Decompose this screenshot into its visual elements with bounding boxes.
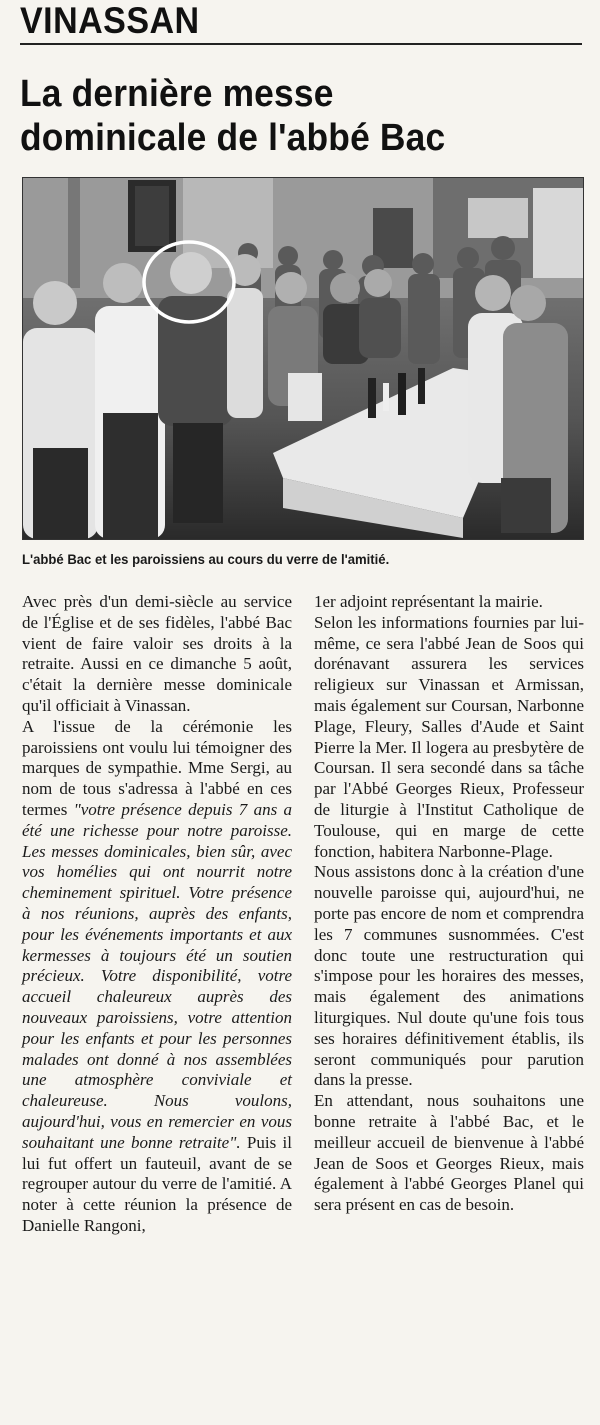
article-headline [20, 72, 590, 160]
photo-caption: L'abbé Bac et les paroissiens au cours du verre de l'amitié. [22, 552, 390, 567]
headline-line-2: dominicale de l'abbé Bac [20, 117, 446, 159]
paragraph [22, 717, 292, 1237]
paragraph: Nous assistons donc à la création d'une nouvelle paroisse qui, aujourd'hui, ne porte pas encore de nom et comprendra les 7 communes susnommées. C'est donc toute une restructuration qui s'impose pour les horaires des messes, mais également des animations liturgiques. Nul doute qu'une fois tous ses horaires définitivement établis, ils seront communiqués pour parution dans la presse. [314, 862, 584, 1090]
paragraph-intro: A l'issue de la cérémonie les paroissiens ont voulu lui témoigner des marques de sympathie. Mme Sergi, au nom de tous s'adressa à l'abbé en ces termes [22, 716, 292, 819]
article-column-left [22, 592, 292, 1237]
section-divider [20, 43, 582, 45]
paragraph: 1er adjoint représentant la mairie. [314, 592, 543, 611]
article-photo [22, 177, 584, 540]
paragraph: Selon les informations fournies par lui-même, ce sera l'abbé Jean de Soos qui dorénavant assurera les services religieux sur Vinassan et Armissan, mais également sur Coursan, Narbonne Plage, Fleury, Salles d'Aude et Saint Pierre la Mer. Il logera au presbytère de Coursan. Il sera secondé dans sa tâche par l'Abbé Georges Rieux, Professeur de liturgie à l'Institut Catholique de Toulouse, qui en marge de cette fonction, habitera Narbonne-Plage. [314, 612, 584, 861]
section-title: VINASSAN [20, 0, 200, 41]
article-column-right [314, 592, 584, 1216]
paragraph: En attendant, nous souhaitons une bonne retraite à l'abbé Bac, et le meilleur accueil de bienvenue à l'abbé Jean de Soos et Georges Rieux, mais également à l'abbé Georges Planel qui sera présent en cas de besoin. [314, 1091, 584, 1215]
paragraph: Avec près d'un demi-siècle au service de l'Église et de ses fidèles, l'abbé Bac vient de faire valoir ses droits à la retraite. Aussi en ce dimanche 5 août, c'était la dernière messe dominicale qu'il officiait à Vinassan. [22, 592, 292, 715]
paragraph-outro: Puis il lui fut offert un fauteuil, avant de se regrouper autour du verre de l'amitié. A noter à cette réunion la présence de Danielle Rangoni, [22, 1132, 292, 1235]
headline-line-1: La dernière messe [20, 73, 334, 115]
quoted-speech: "votre présence depuis 7 ans a été une richesse pour notre paroisse. Les messes dominicales, bien sûr, avec vos homélies qui ont nourrit notre cheminement spirituel. Votre présence à nos réunions, auprès des enfants, pour les événements importants et aux kermesses à toujours été un soutien précieux. Votre disponibilité, votre accueil chaleureux auprès des nouveaux paroissiens, votre attention pour les enfants et pour les personnes malades ont donné à nos assemblées une atmosphère conviviale et chaleureuse. Nous voulons, aujourd'hui, vous en remercier en vous souhaitant une bonne retraite". [22, 799, 292, 1152]
